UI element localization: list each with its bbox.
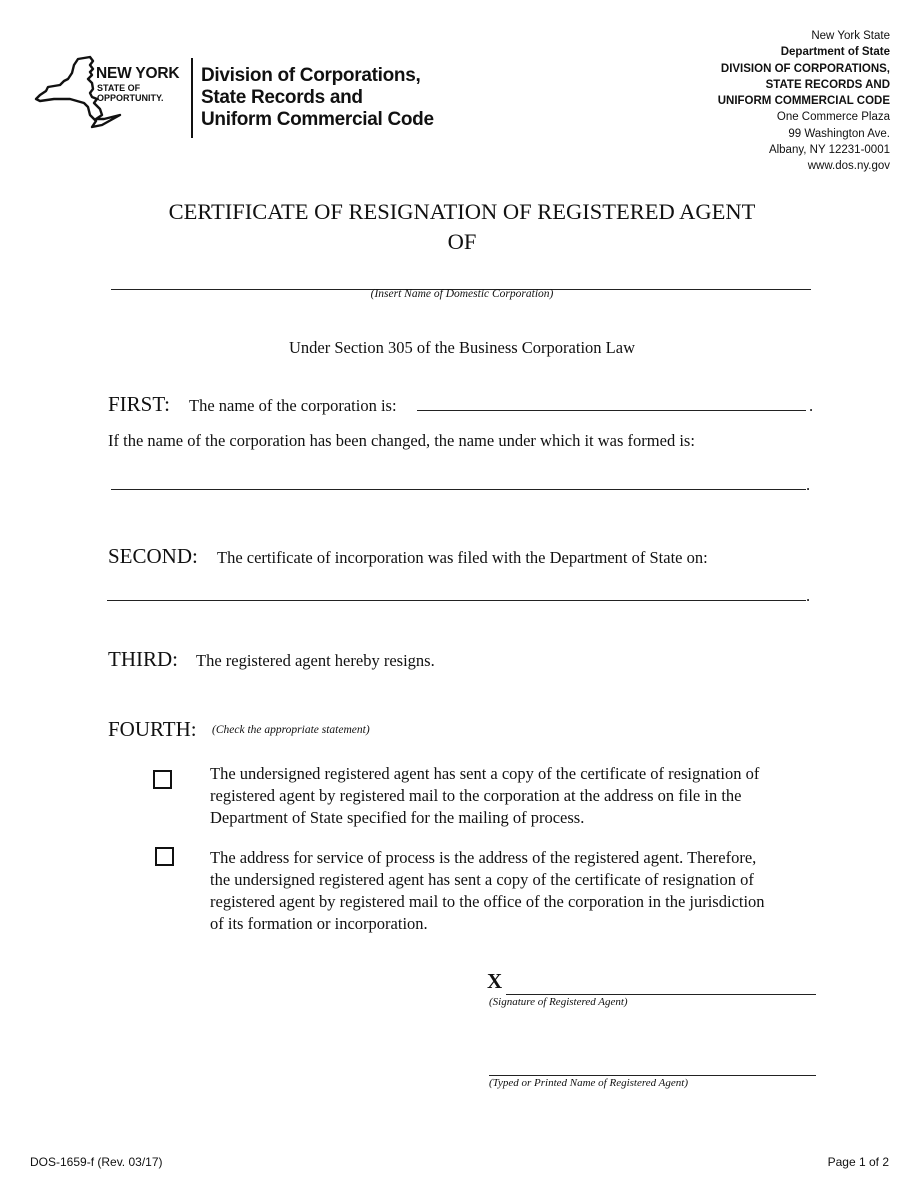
signature-x-mark: X bbox=[487, 969, 503, 993]
logo-opportunity: OPPORTUNITY. bbox=[97, 93, 164, 103]
option-2-text bbox=[210, 847, 765, 935]
corporation-name-caption: (Insert Name of Domestic Corporation) bbox=[370, 288, 554, 300]
address-website: www.dos.ny.gov bbox=[807, 160, 890, 173]
option-1-line: registered agent by registered mail to the corporation at the address on file in the bbox=[210, 786, 742, 805]
fourth-note: (Check the appropriate statement) bbox=[212, 724, 370, 736]
division-name-line: Division of Corporations, bbox=[201, 65, 421, 86]
corporation-name-input[interactable] bbox=[417, 410, 806, 411]
address-state: New York State bbox=[811, 30, 890, 42]
name-changed-text: If the name of the corporation has been changed, the name under which it was formed is: bbox=[108, 431, 695, 450]
address-division: DIVISION OF CORPORATIONS, bbox=[720, 62, 890, 75]
logo-divider bbox=[191, 58, 193, 138]
first-heading: FIRST: bbox=[108, 392, 170, 416]
third-text: The registered agent hereby resigns. bbox=[196, 651, 435, 670]
printed-name-field[interactable] bbox=[489, 1075, 816, 1076]
option-1-text bbox=[210, 763, 759, 829]
period: . bbox=[809, 396, 814, 415]
fourth-heading: FOURTH: bbox=[108, 717, 197, 741]
option-2-line: of its formation or incorporation. bbox=[210, 914, 428, 933]
address-division: STATE RECORDS AND bbox=[765, 78, 890, 91]
agency-address-block bbox=[718, 28, 890, 175]
address-division: UNIFORM COMMERCIAL CODE bbox=[717, 95, 890, 108]
address-city: Albany, NY 12231-0001 bbox=[768, 144, 890, 157]
address-street: One Commerce Plaza bbox=[776, 111, 890, 124]
option-1-line: Department of State specified for the mailing of process. bbox=[210, 808, 585, 827]
option-2-checkbox[interactable] bbox=[155, 847, 174, 866]
second-text: The certificate of incorporation was filed with the Department of State on: bbox=[217, 548, 708, 567]
option-1-line: The undersigned registered agent has sent a copy of the certificate of resignation of bbox=[210, 764, 760, 783]
option-2-line: The address for service of process is the address of the registered agent. Therefore, bbox=[210, 848, 757, 867]
form-title: CERTIFICATE OF RESIGNATION OF REGISTERED AGENT bbox=[168, 199, 756, 224]
address-department: Department of State bbox=[780, 46, 890, 59]
printed-name-caption: (Typed or Printed Name of Registered Agent) bbox=[489, 1077, 688, 1089]
third-heading: THIRD: bbox=[108, 647, 178, 671]
form-title-of: OF bbox=[447, 229, 477, 254]
logo-state-of: STATE OF bbox=[97, 83, 141, 93]
division-name-line: State Records and bbox=[201, 87, 363, 108]
option-2-line: the undersigned registered agent has sent a copy of the certificate of resignation of bbox=[210, 870, 754, 889]
section-statement: Under Section 305 of the Business Corporation Law bbox=[289, 338, 635, 357]
signature-field[interactable] bbox=[506, 994, 816, 995]
first-text: The name of the corporation is: bbox=[189, 396, 397, 415]
option-2-line: registered agent by registered mail to the office of the corporation in the jurisdiction bbox=[210, 892, 765, 911]
address-street: 99 Washington Ave. bbox=[788, 127, 890, 140]
page-number: Page 1 of 2 bbox=[827, 1155, 889, 1169]
original-name-input[interactable] bbox=[111, 489, 806, 490]
signature-caption: (Signature of Registered Agent) bbox=[489, 996, 628, 1008]
period: . bbox=[806, 475, 811, 494]
form-number: DOS-1659-f (Rev. 03/17) bbox=[30, 1155, 163, 1169]
period: . bbox=[806, 586, 811, 605]
division-name-line: Uniform Commercial Code bbox=[201, 109, 434, 130]
logo-new-york: NEW YORK bbox=[96, 65, 180, 82]
option-1-checkbox[interactable] bbox=[153, 770, 172, 789]
filing-date-input[interactable] bbox=[107, 600, 806, 601]
second-heading: SECOND: bbox=[108, 544, 198, 568]
